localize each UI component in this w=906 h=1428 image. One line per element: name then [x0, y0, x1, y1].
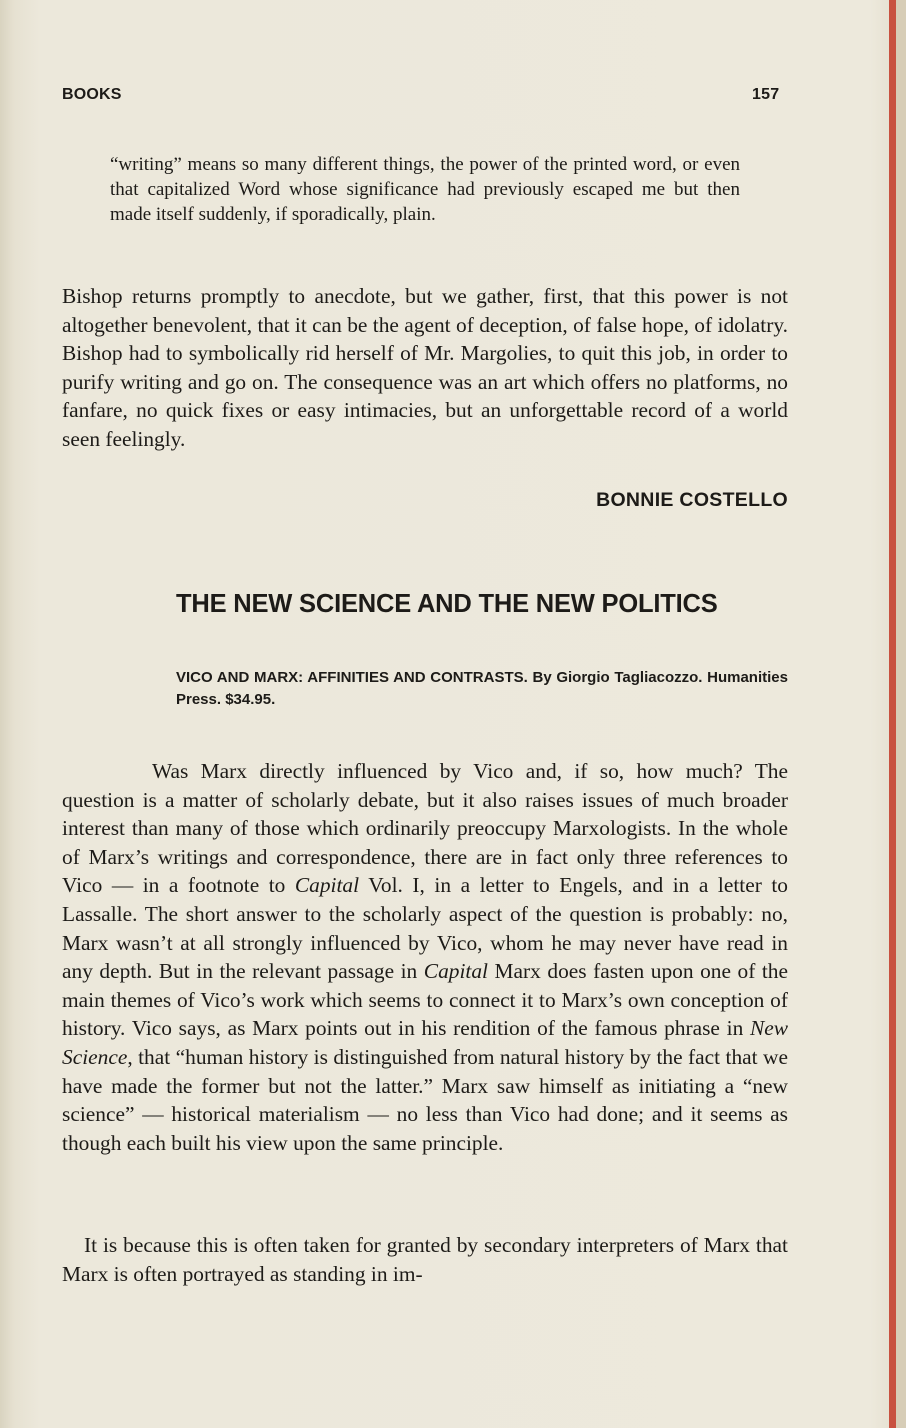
book-citation: VICO AND MARX: AFFINITIES AND CONTRASTS. By Giorgio Tagliacozzo. Humanities Press. $34.95. [176, 669, 788, 708]
text-segment: Was Marx directly influenced by Vico and, if so, how much? The question is a matter of scholarly debate, but it also raises issues of much broader interest than many of those which ordinarily preoccupy Marxologists. In the whole of Marx’s writings and correspondence, there are in fact only three references to Vico — in a footnote to [62, 759, 788, 898]
review-body-paragraph-1 [62, 757, 788, 1157]
review-paragraph: Bishop returns promptly to anecdote, but we gather, first, that this power is not altogether benevolent, that it can be the agent of deception, of false hope, of idolatry. Bishop had to symbolically rid herself of Mr. Margolies, to quit this job, in order to purify writing and go on. The consequence was an art which offers no platforms, no fanfare, no quick fixes or easy intimacies, but an unforgettable record of a world seen feelingly. [62, 284, 788, 451]
block-quote: “writing” means so many different things, the power of the printed word, or even that capitalized Word whose significance had previously escaped me but then made itself suddenly, if sporadically, plain. [110, 154, 740, 225]
running-head: BOOKS [62, 86, 122, 103]
page-edge-red [889, 0, 896, 1428]
review-body-paragraph-2: It is because this is often taken for granted by secondary interpreters of Marx that Marx is often portrayed as standing in im- [62, 1233, 788, 1286]
page-edge-margin [896, 0, 906, 1428]
text-segment: Marx does fasten upon one of the main themes of Vico’s work which seems to connect it to Marx’s own conception of history. Vico says, as Marx points out in his rendition of the famous phrase in [62, 959, 788, 1041]
text-segment: Vol. I, in a letter to Engels, and in a letter to Lassalle. The short answer to the scholarly aspect of the question is probably: no, Marx wasn’t at all strongly influenced by Vico, whom he may never have read in any depth. But in the relevant passage in [62, 873, 788, 984]
page-number: 157 [752, 86, 780, 103]
review-headline: THE NEW SCIENCE AND THE NEW POLITICS [176, 590, 718, 618]
text-segment: , that “human history is distinguished from natural history by the fact that we have made the former but not the latter.” Marx saw himself as initiating a “new science” — historical materialism — no less than Vico had done; and it seems as though each built his view upon the same principle. [62, 1044, 788, 1155]
italic-title-capital: Capital [423, 959, 488, 984]
italic-title-capital: Capital [294, 873, 360, 898]
reviewer-byline: BONNIE COSTELLO [596, 489, 788, 511]
italic-title-new-science: New Science [62, 1016, 788, 1069]
